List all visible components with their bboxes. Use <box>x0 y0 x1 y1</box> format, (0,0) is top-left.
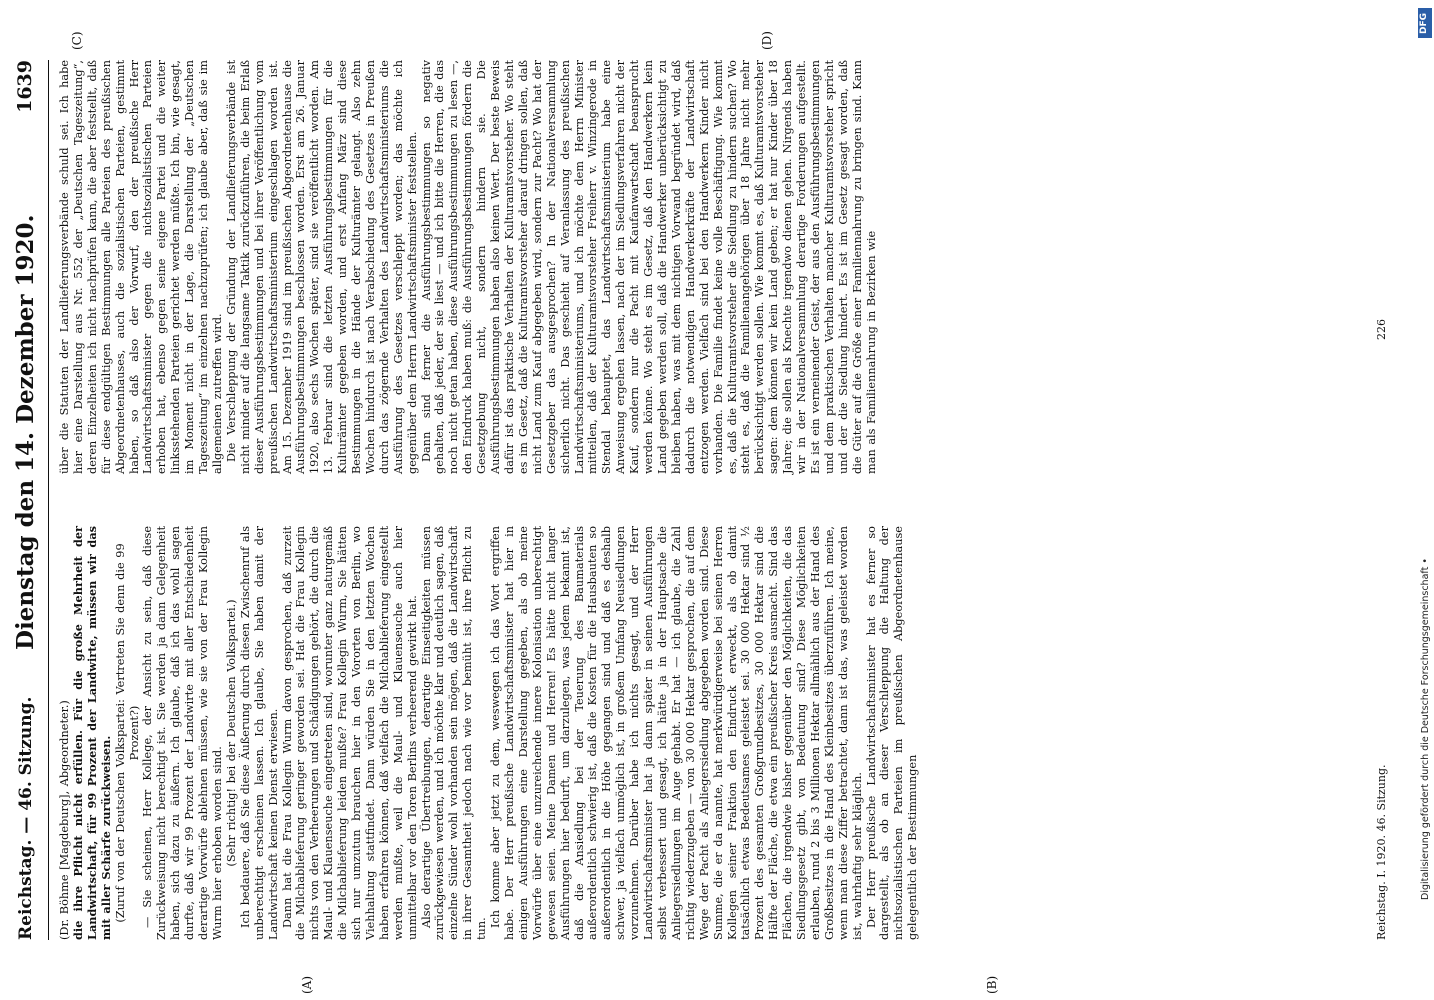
left-column <box>58 526 920 940</box>
dfg-logo <box>1418 8 1432 38</box>
paragraph: Der Herr preußische Landwirtschaftsminister hat es ferner so dargestellt, als ob an dieser Verschleppung die Haltung der nichtsozialistischen Parteien im preußischen Abgeordnetenhause gelegentlich der Bestimmungen <box>864 526 920 940</box>
header-date: Dienstag den 14. Dezember 1920. <box>12 214 39 650</box>
speaker-note: (Dr. Böhme [Magdeburg], Abgeordneter.) <box>58 700 71 940</box>
header-session-title: Reichstag. — 46. Sitzung. <box>16 696 36 940</box>
dfg-funding-text: Digitalisierung gefördert durch die Deutsche Forschungsgemeinschaft • <box>1420 558 1431 900</box>
paragraph: Ich bedauere, daß Sie diese Äußerung durch diesen Zwischenruf als unberechtigt erscheinen lassen. Ich glaube, Sie haben damit der Landwirtschaft keinen Dienst erwiesen. <box>238 526 280 940</box>
paragraph: Dann sind ferner die Ausführungsbestimmungen so negativ gehalten, daß jeder, der sie liest — und ich bitte die Herren, die das noch nicht getan haben, diese Ausführungsbestimmungen zu lesen —, den Eindruck haben muß: die Ausführungsbestimmungen fördern die Gesetzgebung nicht, sondern hindern sie. Die Ausführungsbestimmungen haben also keinen Wert. Der beste Beweis dafür ist das praktische Verhalten der Kulturamtsvorsteher. Wo steht es im Gesetz, daß die Kulturamtsvorsteher darauf dringen sollen, daß nicht Land zum Kauf abgegeben wird, sondern zur Pacht? Wo hat der Gesetzgeber das ausgesprochen? In der Nationalversammlung sicherlich nicht. Das geschieht auf Veranlassung des preußischen Landwirtschaftsministeriums, und ich möchte dem Herrn Minister mitteilen, daß der Kulturamtsvorsteher Freiherr v. Winzingerode in Stendal behauptet, das Landwirtschaftsministerium habe eine Anweisung ergehen lassen, nach der im Siedlungsverfahren nicht der Kauf, sondern nur die Pacht mit Kaufanwartschaft beansprucht werden könne. Wo steht es im Gesetz, daß den Handwerkern kein Land gegeben werden soll, daß die Handwerker unberücksichtigt zu bleiben haben, was mit dem nichtigen Vorwand begründet wird, daß dadurch die notwendigen Handwerkerkräfte der Landwirtschaft entzogen werden. Vielfach sind bei den Handwerkern Kinder nicht vorhanden. Die Familie findet keine volle Beschäftigung. Wie kommt es, daß die Kulturamtsvorsteher die Siedlung zu hindern suchen? Wo steht es, daß die Familienangehörigen über 18 Jahre nicht mehr berücksichtigt werden sollen. Wie kommt es, daß Kulturamtsvorsteher sagen: dem können wir kein Land geben; er hat nur Kinder über 18 Jahre; die sollen als Knechte irgendwo dienen gehen. Nirgends haben wir in der Nationalversammlung derartige Forderungen aufgestellt. Es ist ein verneinender Geist, der aus den Ausführungsbestimmungen und dem praktischen Verhalten mancher Kulturamtsvorsteher spricht und der die Siedlung hindert. Es ist im Gesetz gesagt worden, daß die Güter auf die Größe einer Familiennahrung zu bringen sind. Kann man als Familiennahrung in Bezirken wie <box>419 60 878 474</box>
page-footer <box>1375 60 1388 940</box>
dfg-funding-note <box>1418 40 1434 940</box>
right-column <box>58 60 878 474</box>
page-header <box>10 60 49 940</box>
paragraph: Die Verschleppung der Gründung der Landlieferungsverbände ist nicht minder auf die langsame Taktik zurückzuführen, die beim Erlaß dieser Ausführungsbestimmungen und bei ihrer Veröffentlichung vom preußischen Landwirtschaftsministerium eingeschlagen worden ist. Am 15. Dezember 1919 sind im preußischen Abgeordnetenhause die Ausführungsbestimmungen beschlossen worden. Erst am 26. Januar 1920, also sechs Wochen später, sind sie veröffentlicht worden. Am 13. Februar sind die letzten Ausführungsbestimmungen für die Kulturämter gegeben worden, und erst Anfang März sind diese Bestimmungen in die Hände der Kulturämter gelangt. Also zehn Wochen hindurch ist nach Verabschiedung des Gesetzes in Preußen durch das zögernde Verhalten des Landwirtschaftsministeriums die Ausführung des Gesetzes verschleppt worden; das möchte ich gegenüber dem Herrn Landwirtschaftsminister feststellen. <box>224 60 419 474</box>
margin-mark-b: (B) <box>985 975 999 994</box>
paragraph: Dann hat die Frau Kollegin Wurm davon gesprochen, daß zurzeit die Milchablieferung geringer geworden sei. Hat die Frau Kollegin nichts von den Verheerungen und Schädigungen gehört, die durch die Maul- und Klauenseuche eingetreten sind, worunter ganz naturgemäß die Milchablieferung leiden mußte? Frau Kollegin Wurm, Sie hätten sich nur umzutun brauchen hier in den Vororten von Berlin, wo Viehhaltung stattfindet. Dann würden Sie in den letzten Wochen haben erfahren können, daß vielfach die Milchablieferung eingestellt werden mußte, weil die Maul- und Klauenseuche auch hier unmittelbar vor den Toren Berlins verheerend gewirkt hat. <box>280 526 419 940</box>
margin-mark-a: (A) <box>300 975 314 994</box>
footer-imprint: Reichstag. I. 1920. 46. Sitzung. <box>1375 764 1388 940</box>
paragraph: Ich komme aber jetzt zu dem, weswegen ich das Wort ergriffen habe. Der Herr preußische Landwirtschaftsminister hat hier in einigen Ausführungen eine Darstellung gegeben, als ob meine Vorwürfe über eine unzureichende innere Kolonisation unberechtigt gewesen seien. Meine Damen und Herren! Es hätte nicht langer Ausführungen hier bedurft, um darzulegen, was jedem bekannt ist, daß die Ansiedlung bei der Teuerung des Baumaterials außerordentlich schwierig ist, daß die Kosten für die Hausbauten so außerordentlich in die Höhe gegangen sind und daß es deshalb schwer, ja vielfach unmöglich ist, in großem Umfang Neusiedlungen vorzunehmen. Darüber habe ich nichts gesagt, und der Herr Landwirtschaftsminister hat ja dann später in seinen Ausführungen selbst verbessert und gesagt, ich hätte ja in der Hauptsache die Anliegersiedlungen im Auge gehabt. Er hat — ich glaube, die Zahl richtig wiederzugeben — von 30 000 Hektar gesprochen, die auf dem Wege der Pacht als Anliegersiedlung abgegeben worden sind. Diese Summe, die er da nannte, hat merkwürdigerweise bei seinen Herren Kollegen seiner Fraktion den Eindruck erweckt, als ob damit tatsächlich etwas Bedeutsames geleistet sei. 30 000 Hektar sind ½ Prozent des gesamten Großgrundbesitzes, 30 000 Hektar sind die Hälfte der Fläche, die etwa ein preußischer Kreis ausmacht. Sind das Flächen, die irgendwie bisher gegenüber den Möglichkeiten, die das Siedlungsgesetz gibt, von Bedeutung sind? Diese Möglichkeiten erlauben, rund 2 bis 3 Millionen Hektar allmählich aus der Hand des Großbesitzes in die Hand des Kleinbesitzes überzuführen. Ich meine, wenn man diese Ziffer betrachtet, dann ist das, was geleistet worden ist, wahrhaftig sehr kläglich. <box>489 526 864 940</box>
margin-mark-c: (C) <box>70 31 84 50</box>
header-page-number: 1639 <box>14 60 36 113</box>
paragraph: Also derartige Übertreibungen, derartige Einseitigkeiten müssen zurückgewiesen werden, und ich möchte klar und deutlich sagen, daß einzelne Sünder wohl vorhanden sein mögen, daß die Landwirtschaft in ihrer Gesamtheit jedoch nach wie vor bemüht ist, ihre Pflicht zu tun. <box>419 526 489 940</box>
paragraph: über die Statuten der Landlieferungsverbände schuld sei. Ich habe hier eine Darstellung aus Nr. 552 der „Deutschen Tageszeitung“, deren Einzelheiten ich nicht nachprüfen kann, die aber feststellt, daß für diese endgültigen Bestimmungen alle Parteien des preußischen Abgeordnetenhauses, auch die sozialistischen Parteien, gestimmt haben, so daß also der Vorwurf, den der preußische Herr Landwirtschaftsminister gegen die nichtsozialistischen Parteien erhoben hat, ebenso gegen seine eigene Partei und die weiter linksstehenden Parteien gerichtet werden müßte. Ich bin, wie gesagt, im Moment nicht in der Lage, die Darstellung der „Deutschen Tageszeitung“ im einzelnen nachzuprüfen; ich glaube aber, daß sie im allgemeinen zutreffen wird. <box>58 60 224 474</box>
footer-signature: 226 <box>1375 319 1388 340</box>
dfg-logo-text: DFG <box>1419 12 1429 34</box>
paragraph: die ihre Pflicht nicht erfüllen. Für die große Mehrheit der Landwirtschaft, für 99 Prozent der Landwirte, müssen wir das mit aller Schärfe zurückweisen. <box>70 526 113 940</box>
paragraph: — Sie scheinen, Herr Kollege, der Ansicht zu sein, daß diese Zurückweisung nicht berechtigt ist. Sie werden ja dann Gelegenheit haben, sich dazu zu äußern. Ich glaube, daß ich das wohl sagen durfte, daß wir 99 Prozent der Landwirte mit aller Entschiedenheit derartige Vorwürfe ablehnen müssen, wie sie von der Frau Kollegin Wurm hier erhoben worden sind. <box>141 526 224 940</box>
interjection: (Zuruf von der Deutschen Volkspartei: Vertreten Sie denn die 99 Prozent?) <box>113 543 141 923</box>
margin-mark-d: (D) <box>760 31 774 50</box>
interjection: (Sehr richtig! bei der Deutschen Volkspartei.) <box>224 599 238 867</box>
